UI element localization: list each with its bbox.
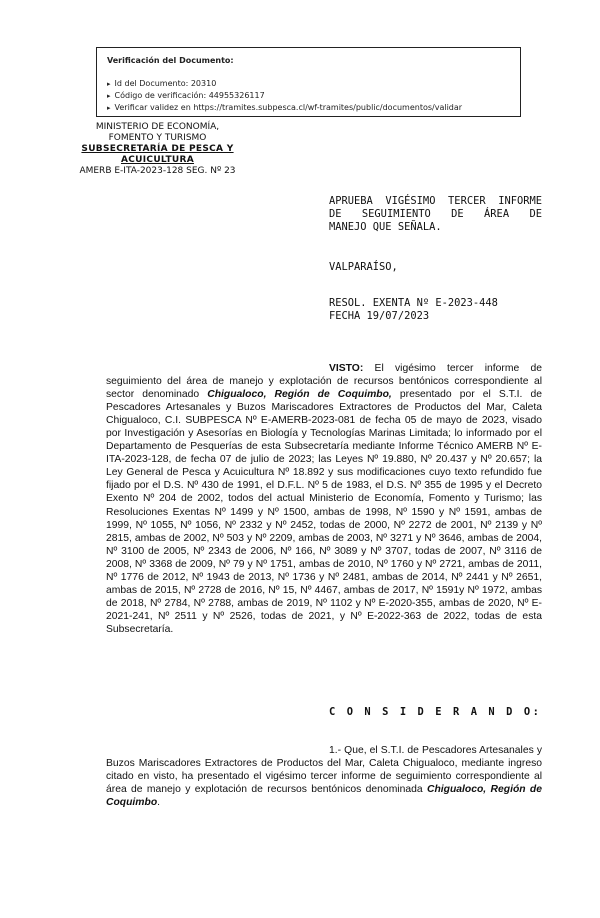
resolution-title	[329, 195, 542, 234]
subsecretaria-line2: ACUICULTURA	[120, 155, 195, 165]
resolution-title-line1: APRUEBA VIGÉSIMO TERCER INFORME	[329, 195, 542, 207]
resolution-title-line3: MANEJO QUE SEÑALA.	[329, 221, 442, 233]
visto-text-b: presentado por el S.T.I. de Pescadores Artesanales y Buzos Mariscadores Extractores de Productos del Mar, Caleta Chigualoco, C.I. SUBPESCA Nº E-AMERB-2023-081 de fecha 05 de mayo de 2023, visado por Investigación y Asesorías en Biología y Tecnologías Marinas Limitada; lo informado por el Departamento de Pesquerías de esta Subsecretaría mediante Informe Técnico AMERB Nº E-ITA-2023-128, de fecha 07 de julio de 2023; las Leyes Nº 19.880, Nº 20.437 y Nº 20.657; la Ley General de Pesca y Acuicultura Nº 18.892 y sus modificaciones cuyo texto refundido fue fijado por el D.S. Nº 430 de 1991, el D.F.L. Nº 5 de 1983, el D.S. Nº 355 de 1995 y el Decreto Exento Nº 204 de 2002, todos del actual Ministerio de Economía, Fomento y Turismo; las Resoluciones Exentas Nº 1499 y Nº 1500, ambas de 1998, Nº 1590 y Nº 1591, ambas de 1999, Nº 1055, Nº 1056, Nº 2332 y Nº 2452, todas de 2000, Nº 2272 de 2001, Nº 2139 y Nº 2815, ambas de 2002, Nº 503 y Nº 2209, ambas de 2003, Nº 3271 y Nº 3646, ambas de 2004, Nº 3100 de 2005, Nº 2343 de 2006, Nº 166, Nº 3089 y Nº 3707, todas de 2007, Nº 3116 de 2008, Nº 3368 de 2009, Nº 79 y Nº 1751, ambas de 2010, Nº 1760 y Nº 2721, ambas de 2011, Nº 1776 de 2012, Nº 1943 de 2013, Nº 1736 y Nº 2481, ambas de 2014, Nº 2441 y Nº 2651, ambas de 2015, Nº 2728 de 2016, Nº 15, Nº 4467, ambas de 2017, Nº 1591y Nº 1972, ambas de 2018, Nº 2784, Nº 2788, ambas de 2019, Nº 1102 y Nº E-2020-355, ambas de 2020, Nº E-2021-241, Nº 2511 y Nº 2526, todas de 2021, y Nº E-2022-363 de 2022, todas de esta Subsecretaría.	[106, 389, 542, 635]
ministry-name-line1: MINISTERIO DE ECONOMÍA,	[95, 122, 220, 132]
verification-document-id: ▸ Id del Documento: 20310	[107, 78, 509, 90]
resolution-number-block	[329, 297, 498, 323]
visto-paragraph	[106, 362, 542, 636]
verification-list	[107, 78, 509, 114]
resolution-place: VALPARAÍSO,	[329, 261, 398, 273]
subsecretaria-line1: SUBSECRETARÍA DE PESCA Y	[81, 144, 234, 154]
considerando-item-1	[106, 744, 542, 809]
verification-url[interactable]: ▸ Verificar validez en https://tramites.subpesca.cl/wf-tramites/public/documentos/validar	[107, 102, 509, 114]
document-reference: AMERB E-ITA-2023-128 SEG. Nº 23	[79, 166, 236, 176]
ministry-name-line2: FOMENTO Y TURISMO	[108, 133, 207, 143]
resolution-title-line2: DE SEGUIMIENTO DE ÁREA DE	[329, 208, 542, 220]
verification-code: ▸ Código de verificación: 44955326117	[107, 90, 509, 102]
considerando-item-1-sector: Chigualoco, Región de Coquimbo	[106, 784, 543, 809]
considerando-heading: C O N S I D E R A N D O:	[329, 706, 542, 718]
visto-sector: Chigualoco, Región de Coquimbo,	[207, 389, 392, 401]
resolution-number: RESOL. EXENTA Nº E-2023-448	[329, 297, 498, 309]
visto-text-a: El vigésimo tercer informe de seguimiento del área de manejo y explotación de recursos bentónicos correspondiente al sector denominado	[106, 363, 542, 401]
verification-box	[96, 47, 521, 117]
considerando-item-1-text-b: .	[157, 797, 161, 809]
ministry-header	[60, 122, 255, 177]
considerando-item-1-text-a: 1.- Que, el S.T.I. de Pescadores Artesanales y Buzos Mariscadores Extractores de Productos del Mar, Caleta Chigualoco, mediante ingreso citado en visto, ha presentado el vigésimo tercer informe de seguimiento correspondiente al área de manejo y explotación de recursos bentónicos denominada	[106, 745, 542, 796]
resolution-date: FECHA 19/07/2023	[329, 310, 430, 322]
visto-label: VISTO:	[329, 363, 364, 374]
verification-title: Verificación del Documento:	[107, 56, 234, 65]
